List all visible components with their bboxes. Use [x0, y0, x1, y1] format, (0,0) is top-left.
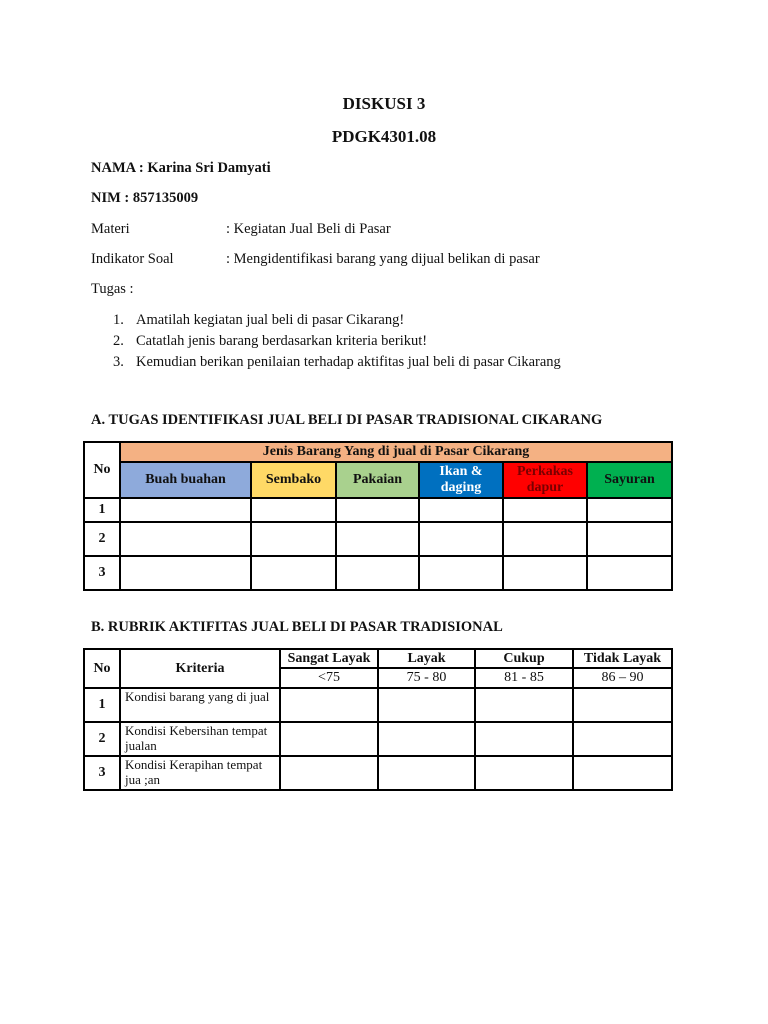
no-header: No: [84, 442, 120, 498]
column-header-pakaian: Pakaian: [336, 462, 419, 498]
table-row: [84, 722, 672, 756]
rubric-table: [83, 648, 673, 791]
task-number: 2.: [113, 333, 124, 349]
section-a-heading: A. TUGAS IDENTIFIKASI JUAL BELI DI PASAR TRADISIONAL CIKARANG: [91, 412, 603, 428]
level-range: 81 - 85: [475, 668, 573, 688]
table-cell[interactable]: [280, 688, 378, 722]
table-cell[interactable]: [336, 556, 419, 590]
column-header-sembako: Sembako: [251, 462, 336, 498]
identification-table: [83, 441, 673, 591]
kriteria-cell: Kondisi Kebersihan tempat jualan: [120, 722, 280, 756]
table-cell[interactable]: [419, 498, 503, 522]
table-cell[interactable]: [419, 522, 503, 556]
table-row: [84, 756, 672, 790]
table-cell[interactable]: [280, 756, 378, 790]
table-cell[interactable]: [587, 556, 672, 590]
task-number: 1.: [113, 312, 124, 328]
table-row: [84, 498, 672, 522]
no-header: No: [84, 649, 120, 688]
table-cell[interactable]: [573, 722, 672, 756]
level-header-cukup: Cukup: [475, 649, 573, 668]
column-header-sayuran: Sayuran: [587, 462, 672, 498]
level-header-sangat-layak: Sangat Layak: [280, 649, 378, 668]
task-list: [113, 310, 561, 373]
table-row: [84, 556, 672, 590]
kriteria-header: Kriteria: [120, 649, 280, 688]
row-number: 3: [84, 556, 120, 590]
table-cell[interactable]: [378, 722, 475, 756]
tugas-label: Tugas :: [91, 281, 134, 297]
list-item: [113, 352, 561, 373]
task-text: Amatilah kegiatan jual beli di pasar Cikarang!: [136, 312, 405, 328]
kriteria-cell: Kondisi barang yang di jual: [120, 688, 280, 722]
materi-label: Materi: [91, 221, 130, 237]
level-range: 75 - 80: [378, 668, 475, 688]
table-cell[interactable]: [475, 722, 573, 756]
table-cell[interactable]: [251, 498, 336, 522]
column-header-perkakas: Perkakas dapur: [503, 462, 587, 498]
table-cell[interactable]: [503, 556, 587, 590]
student-name: NAMA : Karina Sri Damyati: [91, 160, 271, 176]
table-cell[interactable]: [120, 498, 251, 522]
materi-value: : Kegiatan Jual Beli di Pasar: [226, 221, 391, 237]
course-code: PDGK4301.08: [331, 127, 437, 146]
task-text: Kemudian berikan penilaian terhadap aktifitas jual beli di pasar Cikarang: [136, 354, 561, 370]
table-cell[interactable]: [336, 498, 419, 522]
table-cell[interactable]: [251, 522, 336, 556]
level-header-layak: Layak: [378, 649, 475, 668]
list-item: [113, 331, 561, 352]
level-range: 86 – 90: [573, 668, 672, 688]
table-cell[interactable]: [280, 722, 378, 756]
row-number: 2: [84, 722, 120, 756]
table-cell[interactable]: [120, 522, 251, 556]
table-cell[interactable]: [120, 556, 251, 590]
row-number: 1: [84, 498, 120, 522]
row-number: 1: [84, 688, 120, 722]
table-cell[interactable]: [378, 756, 475, 790]
table-cell[interactable]: [336, 522, 419, 556]
indikator-value: : Mengidentifikasi barang yang dijual belikan di pasar: [226, 251, 540, 267]
table-cell[interactable]: [378, 688, 475, 722]
table-cell[interactable]: [419, 556, 503, 590]
table-cell[interactable]: [475, 688, 573, 722]
row-number: 2: [84, 522, 120, 556]
table-cell[interactable]: [503, 498, 587, 522]
row-number: 3: [84, 756, 120, 790]
table-cell[interactable]: [475, 756, 573, 790]
level-range: <75: [280, 668, 378, 688]
task-text: Catatlah jenis barang berdasarkan kriteria berikut!: [136, 333, 428, 349]
level-header-tidak-layak: Tidak Layak: [573, 649, 672, 668]
section-b-heading: B. RUBRIK AKTIFITAS JUAL BELI DI PASAR TRADISIONAL: [91, 619, 503, 635]
kriteria-cell: Kondisi Kerapihan tempat jua ;an: [120, 756, 280, 790]
table-cell[interactable]: [251, 556, 336, 590]
task-number: 3.: [113, 354, 124, 370]
table-cell[interactable]: [587, 498, 672, 522]
column-header-buah: Buah buahan: [120, 462, 251, 498]
table-cell[interactable]: [573, 688, 672, 722]
list-item: [113, 310, 561, 331]
table-cell[interactable]: [573, 756, 672, 790]
indikator-label: Indikator Soal: [91, 251, 174, 267]
table-cell[interactable]: [587, 522, 672, 556]
document-title: DISKUSI 3: [342, 94, 426, 113]
table-row: [84, 522, 672, 556]
table-row: [84, 688, 672, 722]
table-cell[interactable]: [503, 522, 587, 556]
group-header: Jenis Barang Yang di jual di Pasar Cikarang: [120, 442, 672, 462]
student-nim: NIM : 857135009: [91, 190, 199, 206]
column-header-ikan: Ikan & daging: [419, 462, 503, 498]
